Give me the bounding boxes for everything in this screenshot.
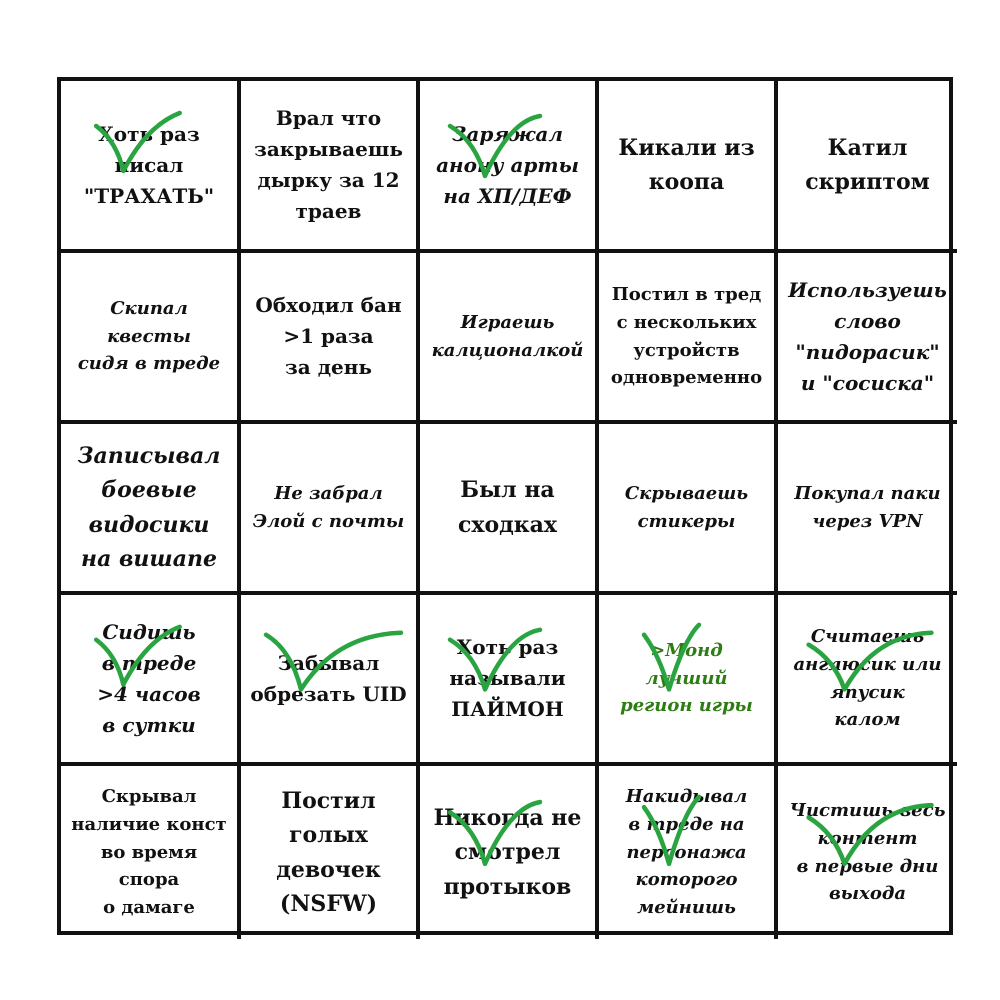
bingo-cell-r1c2[interactable] xyxy=(241,81,420,253)
bingo-cell-r1c3[interactable] xyxy=(420,81,599,253)
bingo-cell-text: Врал что закрываешь дырку за 12 траев xyxy=(254,106,403,223)
bingo-board xyxy=(57,77,953,935)
bingo-cell-r1c1[interactable] xyxy=(61,81,241,253)
bingo-cell-text: Накидывал в треде на персонажа которого мейнишь xyxy=(625,785,748,919)
bingo-cell-text: Кикали из коопа xyxy=(618,134,755,195)
bingo-cell-text: Не забрал Элой с почты xyxy=(252,482,405,532)
bingo-cell-r4c2[interactable] xyxy=(241,595,420,766)
bingo-cell-r2c5[interactable] xyxy=(778,253,957,424)
bingo-cell-r4c3[interactable] xyxy=(420,595,599,766)
bingo-cell-r2c2[interactable] xyxy=(241,253,420,424)
bingo-cell-text: Хоть раз называли ПАЙМОН xyxy=(449,635,566,721)
bingo-cell-text: Покупал паки через VPN xyxy=(794,482,941,532)
bingo-cell-text: Забывал обрезать UID xyxy=(250,650,407,706)
bingo-cell-r3c3[interactable] xyxy=(420,424,599,595)
bingo-cell-r3c1[interactable] xyxy=(61,424,241,595)
bingo-cell-text: Играешь калционалкой xyxy=(431,311,584,361)
bingo-cell-text: Заряжал анону арты на ХП/ДЕФ xyxy=(436,121,579,208)
bingo-cell-r5c5[interactable] xyxy=(778,766,957,939)
bingo-cell-text: Используешь слово "пидорасик" и "сосиска" xyxy=(788,277,947,395)
bingo-cell-text: Скипал квесты сидя в треде xyxy=(77,297,221,375)
bingo-cell-r3c2[interactable] xyxy=(241,424,420,595)
bingo-cell-text: Постил в тред с нескольких устройств одновременно xyxy=(610,283,763,389)
bingo-cell-text: Катил скриптом xyxy=(805,134,930,195)
bingo-cell-r4c4[interactable] xyxy=(599,595,778,766)
bingo-cell-r5c3[interactable] xyxy=(420,766,599,939)
bingo-cell-text: Скрывал наличие конст во время спора о дамаге xyxy=(71,785,227,919)
bingo-cell-text: Постил голых девочек (NSFW) xyxy=(276,788,381,917)
bingo-cell-r3c4[interactable] xyxy=(599,424,778,595)
bingo-cell-r1c4[interactable] xyxy=(599,81,778,253)
bingo-cell-r4c1[interactable] xyxy=(61,595,241,766)
bingo-cell-text: Считаешь англюсик или япусик калом xyxy=(793,625,942,731)
bingo-cell-text: Чистишь весь контент в первые дни выхода xyxy=(789,799,946,905)
bingo-cell-r2c3[interactable] xyxy=(420,253,599,424)
bingo-cell-text: Скрываешь стикеры xyxy=(624,482,749,532)
bingo-cell-r2c1[interactable] xyxy=(61,253,241,424)
bingo-cell-r2c4[interactable] xyxy=(599,253,778,424)
bingo-cell-text: Был на сходках xyxy=(457,477,558,538)
bingo-cell-r5c4[interactable] xyxy=(599,766,778,939)
bingo-cell-r1c5[interactable] xyxy=(778,81,957,253)
bingo-cell-text: >Монд лучший регион игры xyxy=(620,639,753,717)
bingo-cell-r4c5[interactable] xyxy=(778,595,957,766)
bingo-cell-r5c2[interactable] xyxy=(241,766,420,939)
bingo-cell-r3c5[interactable] xyxy=(778,424,957,595)
bingo-cell-text: Никогда не смотрел протыков xyxy=(433,805,582,900)
bingo-cell-text: Обходил бан >1 раза за день xyxy=(255,293,402,379)
bingo-cell-text: Хоть раз писал "ТРАХАТЬ" xyxy=(83,121,215,208)
bingo-cell-text: Сидишь в треде >4 часов в сутки xyxy=(97,619,201,737)
bingo-cell-text: Записывал боевые видосики на вишапе xyxy=(77,443,221,572)
bingo-cell-r5c1[interactable] xyxy=(61,766,241,939)
